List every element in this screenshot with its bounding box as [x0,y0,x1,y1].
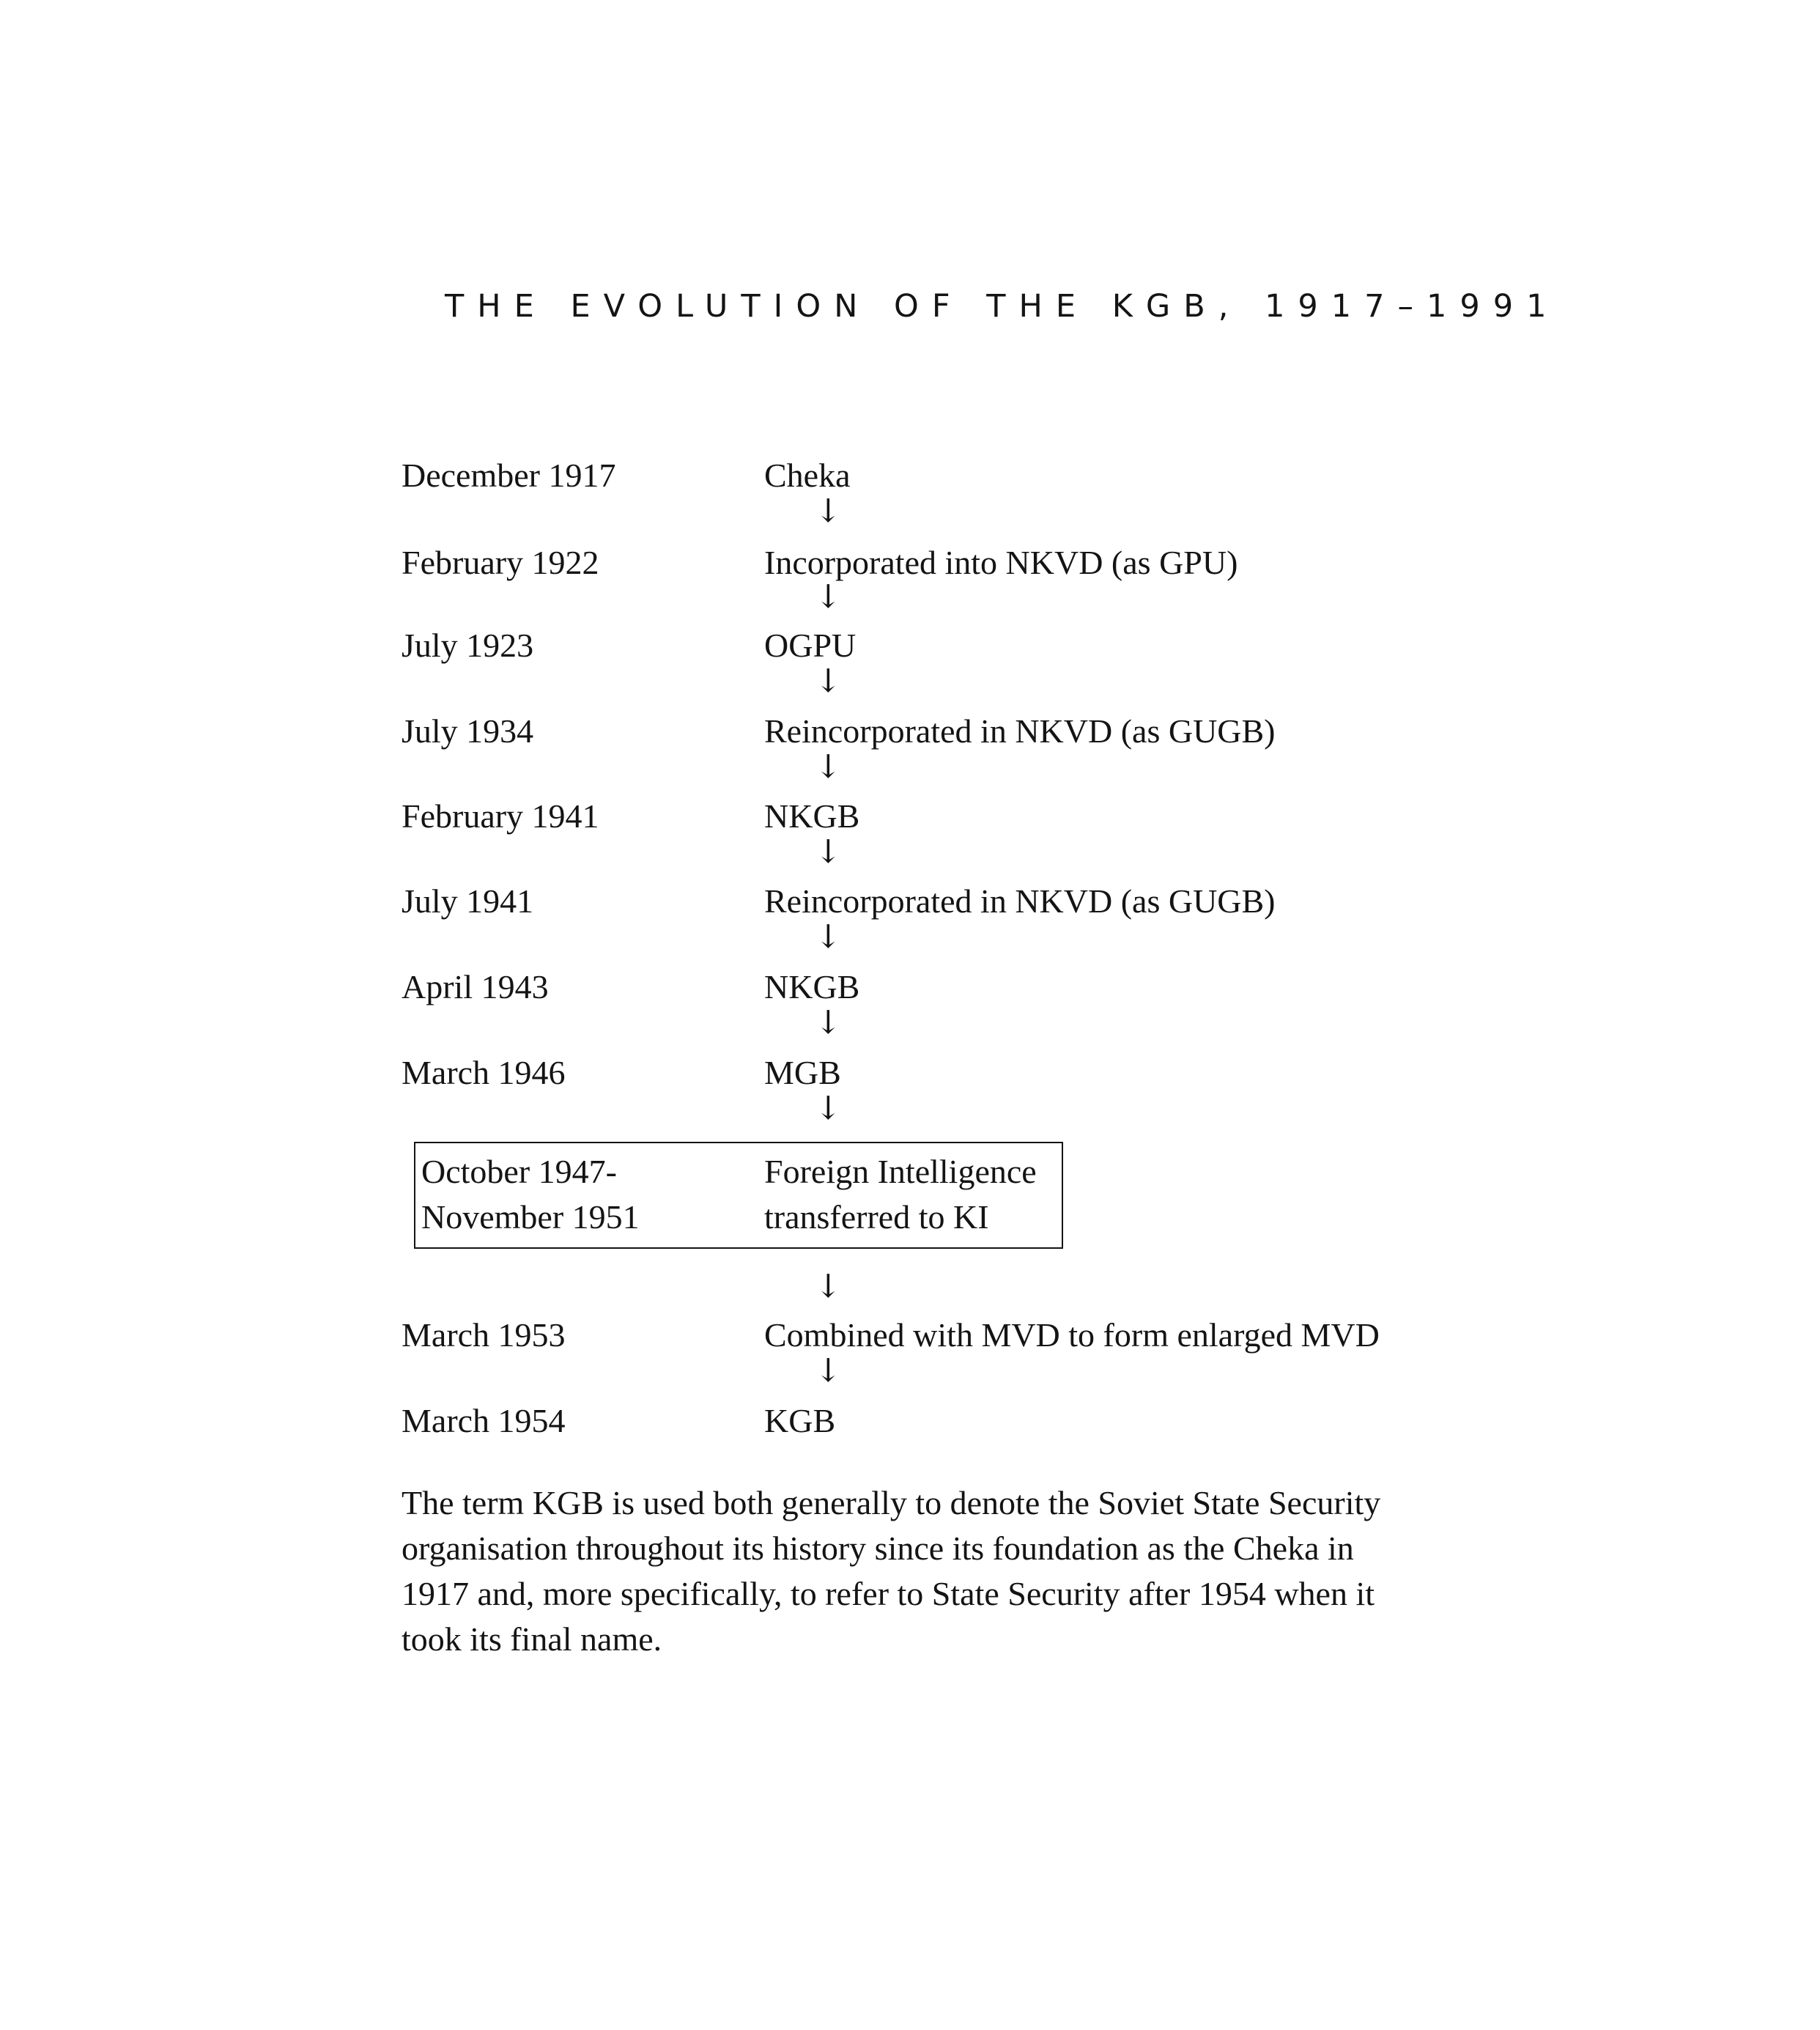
timeline-org: KGB [764,1402,836,1439]
timeline-org: Cheka [764,457,851,494]
explanatory-note: The term KGB is used both generally to denote the Soviet State Security organisation throughout its history since its foundation as the Cheka in 1917 and, more specifically, to refer to State Security after 1954 when it took its final name. [402,1484,1381,1658]
timeline-date: July 1941 [402,882,534,920]
timeline-org: Combined with MVD to form enlarged MVD [764,1316,1380,1354]
boxed-org-line2: transferred to KI [764,1198,989,1236]
timeline-row [0,1395,1820,1447]
timeline-row [0,620,1820,671]
boxed-date-line2: November 1951 [421,1198,640,1236]
timeline-row [0,876,1820,927]
boxed-timeline-entry [414,1142,1063,1249]
boxed-date-line1: October 1947- [421,1153,617,1190]
timeline-date: April 1943 [402,968,549,1005]
down-arrow-icon: ↓ [815,1090,842,1127]
timeline-row [0,450,1820,501]
down-arrow-icon: ↓ [815,1004,842,1041]
timeline-date: March 1953 [402,1316,566,1354]
down-arrow-icon: ↓ [815,748,842,786]
timeline-date: March 1954 [402,1402,566,1439]
timeline-date: March 1946 [402,1054,566,1091]
timeline-org: NKGB [764,797,860,835]
timeline-date: February 1922 [402,544,599,581]
timeline-row [0,706,1820,757]
timeline-date: July 1923 [402,627,534,664]
timeline-date: February 1941 [402,797,599,835]
boxed-org-line1: Foreign Intelligence [764,1153,1037,1190]
timeline-org: Reincorporated in NKVD (as GUGB) [764,712,1276,750]
timeline-row [0,962,1820,1013]
timeline-date: July 1934 [402,712,534,750]
timeline-org: MGB [764,1054,841,1091]
page-title: THE EVOLUTION OF THE KGB, 1917–1991 [445,288,1560,325]
down-arrow-icon: ↓ [815,492,842,530]
down-arrow-icon: ↓ [815,578,842,616]
timeline-row [0,791,1820,842]
timeline-row [0,537,1820,588]
timeline-row [0,1310,1820,1361]
down-arrow-icon: ↓ [815,1268,842,1305]
timeline-org: NKGB [764,968,860,1005]
timeline-org: OGPU [764,627,857,664]
timeline-date: December 1917 [402,457,616,494]
down-arrow-icon: ↓ [815,833,842,871]
timeline-org: Reincorporated in NKVD (as GUGB) [764,882,1276,920]
down-arrow-icon: ↓ [815,918,842,956]
timeline-org: Incorporated into NKVD (as GPU) [764,544,1238,581]
timeline-row [0,1047,1820,1099]
down-arrow-icon: ↓ [815,1352,842,1389]
down-arrow-icon: ↓ [815,662,842,700]
